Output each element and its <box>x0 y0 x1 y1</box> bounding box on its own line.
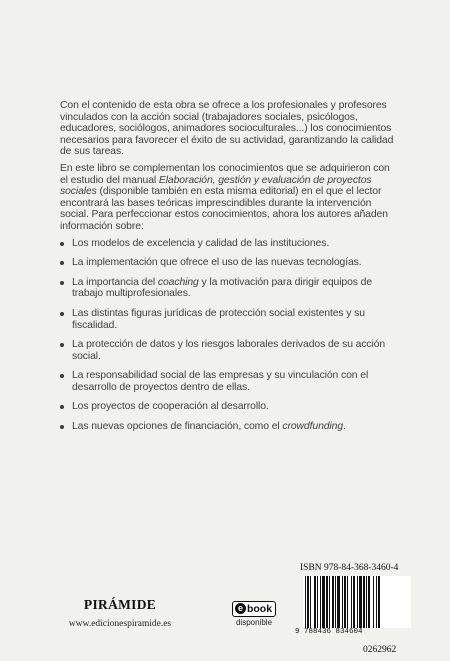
publisher-url: www.edicionespiramide.es <box>68 619 172 629</box>
referenced-book-title: Elaboración, gestión y evaluación de proyectos sociales <box>60 174 372 198</box>
barcode-bar <box>310 576 311 628</box>
barcode-bar <box>344 576 346 628</box>
barcode-bar <box>337 576 340 628</box>
publisher-block <box>60 597 180 629</box>
ebook-availability: disponible <box>235 617 273 627</box>
ebook-badge <box>231 598 277 627</box>
list-item: La protección de datos y los riesgos laborales derivados de su acción social. <box>60 339 400 362</box>
barcode-digits: 9 788436 834604 <box>295 628 363 636</box>
list-item: Los proyectos de cooperación al desarrollo. <box>60 401 400 413</box>
list-item: Los modelos de excelencia y calidad de las instituciones. <box>60 238 400 250</box>
internal-code: 0262962 <box>363 645 397 655</box>
barcode-bar <box>307 576 309 628</box>
bullet-icon <box>60 242 64 246</box>
bullet-icon <box>60 405 64 409</box>
barcode-bar <box>317 576 318 628</box>
bullet-icon <box>60 312 64 316</box>
barcode-bar <box>368 576 370 628</box>
intro-paragraph-2-text-b: (disponible también en esta misma editorial) en el que el lector encontrará las bases teóricas imprescindibles durante la intervención social. Para perfeccionar estos conocimientos, ahora los autores añaden información sobre: <box>60 186 388 232</box>
barcode-bar <box>320 576 321 628</box>
barcode-bar <box>305 576 306 628</box>
ebook-word: book <box>246 602 273 615</box>
barcode-bars <box>303 576 411 628</box>
bullet-icon <box>60 374 64 378</box>
publisher-logo: PIRÁMIDE <box>83 597 157 612</box>
list-item: Las nuevas opciones de financiación, como el crowdfunding. <box>60 421 400 433</box>
barcode <box>295 576 415 646</box>
barcode-bar <box>329 576 330 628</box>
bullet-icon <box>60 281 64 285</box>
barcode-bar <box>378 576 380 628</box>
barcode-bar <box>314 576 316 628</box>
bullet-icon <box>60 261 64 265</box>
intro-paragraph-1: Con el contenido de esta obra se ofrece a los profesionales y profesores vinculados con la acción social (trabajadores sociales, psicólogos, educadores, sociólogos, animadores socioculturales...) los conocimientos necesarios para favorecer el éxito de su actividad, garantizando la calidad de sus tareas. <box>60 100 394 158</box>
list-item: Las distintas figuras jurídicas de protección social existentes y su fiscalidad. <box>60 308 400 331</box>
topic-list <box>60 238 400 433</box>
ebook-e-icon: e <box>235 603 246 614</box>
barcode-bar <box>342 576 343 628</box>
barcode-bar <box>376 576 377 628</box>
list-item: La importancia del coaching y la motivación para dirigir equipos de trabajo multiprofesionales. <box>60 277 400 300</box>
barcode-bar <box>351 576 352 628</box>
list-item: La implementación que ofrece el uso de las nuevas tecnologías. <box>60 257 400 269</box>
intro-paragraph-2 <box>60 163 400 233</box>
barcode-bar <box>359 576 362 628</box>
barcode-bar <box>373 576 374 628</box>
isbn-label: ISBN 978-84-368-3460-4 <box>300 563 399 573</box>
bullet-icon <box>60 425 64 429</box>
bullet-icon <box>60 343 64 347</box>
barcode-bar <box>326 576 328 628</box>
list-item: La responsabilidad social de las empresas y su vinculación con el desarrollo de proyectos dentro de ellas. <box>60 370 400 393</box>
barcode-bar <box>353 576 355 628</box>
barcode-bar <box>332 576 334 628</box>
barcode-bar <box>357 576 358 628</box>
barcode-bar <box>335 576 336 628</box>
barcode-graphic <box>303 576 411 628</box>
ebook-logo <box>232 601 276 617</box>
barcode-bar <box>363 576 365 628</box>
barcode-bar <box>366 576 367 628</box>
barcode-bar <box>322 576 325 628</box>
barcode-bar <box>347 576 348 628</box>
intro-paragraph-2-text-a: En este libro se complementan los conocimientos que se adquirieron con el estudio del manual <box>60 162 390 186</box>
blurb <box>60 100 400 441</box>
